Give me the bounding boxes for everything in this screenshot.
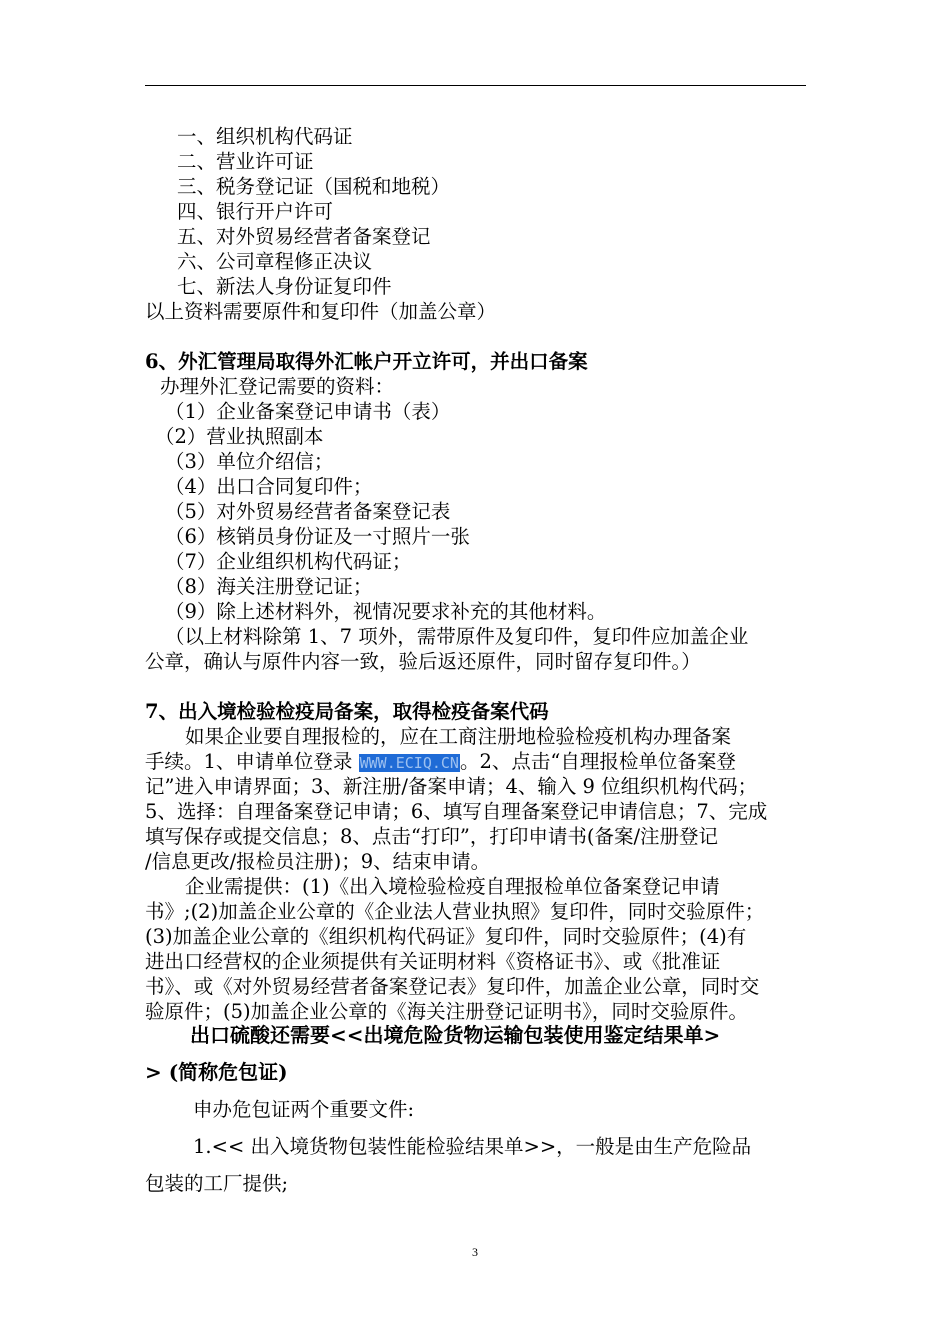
list-item: （4）出口合同复印件；: [165, 475, 373, 498]
section-7-paragraph: 书》;(2)加盖企业公章的《企业法人营业执照》复印件，同时交验原件；: [145, 900, 765, 923]
list-item: （6）核销员身份证及一寸照片一张: [165, 525, 470, 548]
text-run: 。2、点击“自理报检单位备案登: [459, 750, 736, 773]
list-item: （9）除上述材料外，视情况要求补充的其他材料。: [165, 600, 607, 623]
list-item: （7）企业组织机构代码证；: [165, 550, 412, 573]
section-7-paragraph: 记”进入申请界面；3、新注册/备案申请；4、输入 9 位组织机构代码；: [145, 775, 758, 798]
section-7-paragraph: [145, 749, 815, 776]
section-6-note: 公章，确认与原件内容一致，验后返还原件，同时留存复印件。）: [145, 650, 701, 673]
section-7-paragraph: 进出口经营权的企业须提供有关证明材料《资格证书》、或《批准证: [145, 950, 721, 973]
list-item: 一、组织机构代码证: [177, 125, 353, 148]
eciq-link[interactable]: WWW.ECIQ.CN: [359, 754, 459, 772]
list-item: （5）对外贸易经营者备案登记表: [165, 500, 451, 523]
list-item: 三、税务登记证（国税和地税）: [177, 175, 451, 198]
section-7-paragraph: (3)加盖企业公章的《组织机构代码证》复印件，同时交验原件；(4)有: [145, 925, 747, 948]
section-7-paragraph: 5、选择：自理备案登记申请；6、填写自理备案登记申请信息；7、完成: [145, 800, 768, 823]
section-8-item: 1.<< 出入境货物包装性能检验结果单>>，一般是由生产危险品: [193, 1135, 752, 1158]
list-item: 五、对外贸易经营者备案登记: [177, 225, 431, 248]
section-7-paragraph: 书》、或《对外贸易经营者备案登记表》复印件，加盖企业公章，同时交: [145, 975, 760, 998]
text-run: 手续。1、申请单位登录: [145, 750, 359, 773]
list-note: 以上资料需要原件和复印件（加盖公章）: [145, 300, 497, 323]
header-rule: [145, 85, 806, 86]
section-7-paragraph: 如果企业要自理报检的，应在工商注册地检验检疫机构办理备案: [185, 725, 732, 748]
list-item: （8）海关注册登记证；: [165, 575, 373, 598]
section-8-intro: 申办危包证两个重要文件:: [193, 1098, 415, 1121]
section-8-heading: > (简称危包证): [145, 1060, 288, 1084]
list-item: （3）单位介绍信；: [165, 450, 334, 473]
list-item: 七、新法人身份证复印件: [177, 275, 392, 298]
list-item: （1）企业备案登记申请书（表）: [165, 400, 451, 423]
list-item: 四、银行开户许可: [177, 200, 334, 223]
section-7-paragraph: /信息更改/报检员注册)；9、结束申请。: [145, 850, 491, 873]
section-6-intro: 办理外汇登记需要的资料：: [160, 375, 395, 398]
list-item: （2）营业执照副本: [155, 425, 324, 448]
section-8-item: 包装的工厂提供;: [145, 1172, 289, 1195]
list-item: 二、营业许可证: [177, 150, 314, 173]
section-7-heading: 7、出入境检验检疫局备案，取得检疫备案代码: [145, 700, 549, 723]
section-7-paragraph: 企业需提供：(1)《出入境检验检疫自理报检单位备案登记申请: [185, 875, 720, 898]
page-number: 3: [472, 1245, 478, 1259]
section-7-paragraph: 填写保存或提交信息；8、点击“打印”，打印申请书(备案/注册登记: [145, 825, 719, 848]
section-7-paragraph: 验原件；(5)加盖企业公章的《海关注册登记证明书》，同时交验原件。: [145, 1000, 748, 1023]
list-item: 六、公司章程修正决议: [177, 250, 373, 273]
section-6-note: （以上材料除第 1、7 项外，需带原件及复印件，复印件应加盖企业: [165, 625, 749, 648]
section-8-heading: 出口硫酸还需要<<出境危险货物运输包装使用鉴定结果单>: [190, 1023, 721, 1047]
section-6-heading: 6、外汇管理局取得外汇帐户开立许可，并出口备案: [145, 350, 588, 373]
